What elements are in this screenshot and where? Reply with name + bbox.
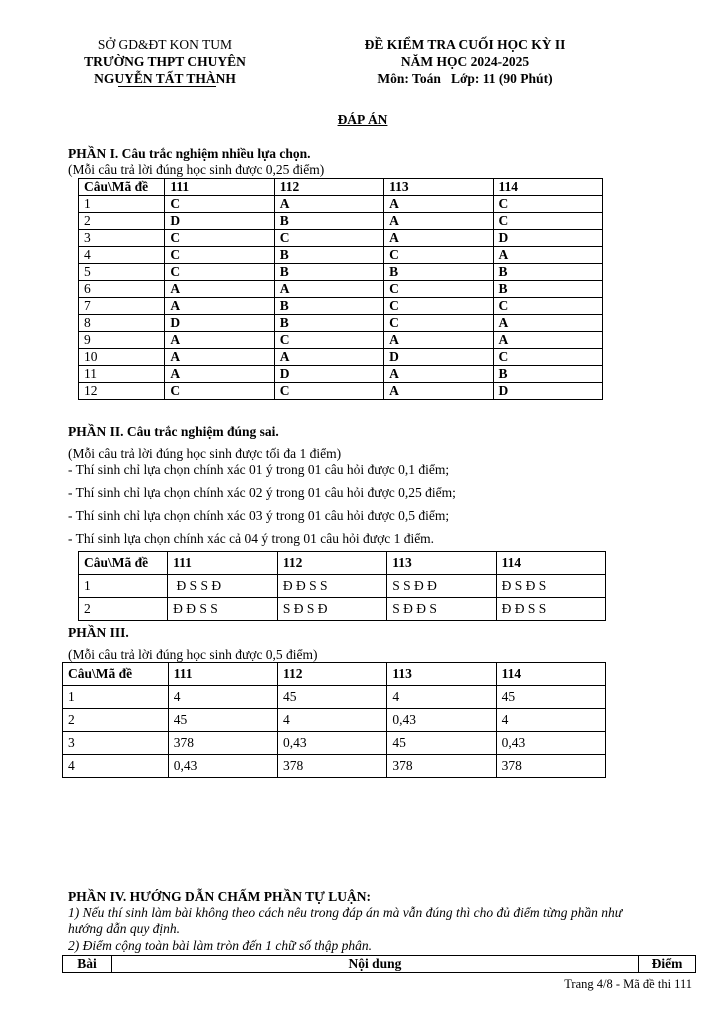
answer-cell: C xyxy=(493,213,602,230)
part3-answer-table xyxy=(62,662,606,778)
table-row xyxy=(63,709,606,732)
answer-cell: A xyxy=(384,196,493,213)
answer-cell: 0,43 xyxy=(496,732,605,755)
answer-cell: D xyxy=(274,366,383,383)
answer-cell: B xyxy=(274,315,383,332)
answer-cell: B xyxy=(493,264,602,281)
column-header: Điểm xyxy=(639,956,696,973)
answer-cell: D xyxy=(165,213,274,230)
answer-cell: S Đ S Đ xyxy=(277,598,386,621)
column-header: Câu\Mã đề xyxy=(79,179,165,196)
part4-note: 2) Điểm cộng toàn bài làm tròn đến 1 chữ số thập phân. xyxy=(68,938,372,953)
answer-cell: B xyxy=(493,366,602,383)
answer-cell: C xyxy=(384,281,493,298)
column-header: 114 xyxy=(496,552,605,575)
answer-cell: Đ Đ S S xyxy=(496,598,605,621)
column-header: 112 xyxy=(278,663,387,686)
answer-cell: A xyxy=(384,213,493,230)
question-number: 1 xyxy=(63,686,169,709)
answer-cell: C xyxy=(165,383,274,400)
answer-cell: Đ Đ S S xyxy=(277,575,386,598)
answer-cell: D xyxy=(493,383,602,400)
answer-cell: Đ S S Đ xyxy=(168,575,278,598)
answer-cell: 4 xyxy=(387,686,496,709)
question-number: 1 xyxy=(79,575,168,598)
answer-cell: 378 xyxy=(168,732,277,755)
school-name-line2: NGUYỄN TẤT THÀNH xyxy=(94,71,236,86)
answer-cell: A xyxy=(165,298,274,315)
table-header-row xyxy=(63,956,696,973)
question-number: 3 xyxy=(63,732,169,755)
answer-cell: A xyxy=(493,315,602,332)
column-header: Bài xyxy=(63,956,112,973)
answer-cell: C xyxy=(274,230,383,247)
question-number: 4 xyxy=(79,247,165,264)
answer-cell: Đ Đ S S xyxy=(168,598,278,621)
answer-cell: B xyxy=(493,281,602,298)
school-year: NĂM HỌC 2024-2025 xyxy=(400,54,530,69)
part2-answer-table xyxy=(78,551,606,621)
part1-answer-table xyxy=(78,178,603,400)
table-row xyxy=(79,213,603,230)
part2-rule: - Thí sinh chỉ lựa chọn chính xác 01 ý trong 01 câu hỏi được 0,1 điểm; xyxy=(68,462,450,477)
table-row xyxy=(79,230,603,247)
answer-cell: 45 xyxy=(168,709,277,732)
column-header: 113 xyxy=(384,179,493,196)
answer-cell: B xyxy=(274,298,383,315)
header-divider xyxy=(118,86,216,87)
table-row xyxy=(79,298,603,315)
answer-cell: C xyxy=(274,332,383,349)
answer-cell: 45 xyxy=(278,686,387,709)
question-number: 2 xyxy=(79,213,165,230)
answer-cell: A xyxy=(493,332,602,349)
table-row xyxy=(79,247,603,264)
part2-rule: - Thí sinh chỉ lựa chọn chính xác 03 ý trong 01 câu hỏi được 0,5 điểm; xyxy=(68,508,450,523)
department-name: SỞ GD&ĐT KON TUM xyxy=(97,37,233,52)
answer-cell: C xyxy=(493,349,602,366)
answer-cell: S Đ Đ S xyxy=(387,598,496,621)
question-number: 10 xyxy=(79,349,165,366)
part2-note: (Mỗi câu trả lời đúng học sinh được tối đa 1 điểm) xyxy=(68,446,342,461)
question-number: 6 xyxy=(79,281,165,298)
answer-cell: A xyxy=(165,349,274,366)
answer-cell: A xyxy=(165,366,274,383)
subject-grade: Môn: Toán Lớp: 11 (90 Phút) xyxy=(377,71,553,86)
column-header: 113 xyxy=(387,663,496,686)
question-number: 8 xyxy=(79,315,165,332)
table-row xyxy=(79,598,606,621)
part3-heading: PHẦN III. xyxy=(68,625,129,640)
column-header: Nội dung xyxy=(111,956,638,973)
answer-cell: C xyxy=(165,230,274,247)
table-row xyxy=(63,732,606,755)
table-header-row xyxy=(79,179,603,196)
column-header: 113 xyxy=(387,552,496,575)
table-header-row xyxy=(63,663,606,686)
column-header: 112 xyxy=(277,552,386,575)
answer-cell: 378 xyxy=(496,755,605,778)
answer-cell: B xyxy=(274,213,383,230)
answer-cell: A xyxy=(274,281,383,298)
question-number: 1 xyxy=(79,196,165,213)
exam-header xyxy=(340,36,590,87)
answer-cell: A xyxy=(384,383,493,400)
answer-cell: 45 xyxy=(496,686,605,709)
table-row xyxy=(79,196,603,213)
answer-cell: A xyxy=(165,281,274,298)
column-header: 112 xyxy=(274,179,383,196)
question-number: 3 xyxy=(79,230,165,247)
table-row xyxy=(79,315,603,332)
answer-cell: 4 xyxy=(168,686,277,709)
answer-cell: B xyxy=(274,264,383,281)
column-header: 111 xyxy=(168,663,277,686)
answer-cell: D xyxy=(493,230,602,247)
answer-cell: 0,43 xyxy=(387,709,496,732)
answer-cell: 0,43 xyxy=(168,755,277,778)
answer-cell: 0,43 xyxy=(278,732,387,755)
part3-note: (Mỗi câu trả lời đúng học sinh được 0,5 điểm) xyxy=(68,647,318,662)
answer-cell: C xyxy=(384,298,493,315)
answer-cell: A xyxy=(384,230,493,247)
exam-title: ĐỀ KIỂM TRA CUỐI HỌC KỲ II xyxy=(364,37,566,52)
answer-cell: C xyxy=(165,264,274,281)
question-number: 2 xyxy=(79,598,168,621)
table-row xyxy=(63,686,606,709)
answer-cell: A xyxy=(274,349,383,366)
answer-cell: 378 xyxy=(387,755,496,778)
part2-rule: - Thí sinh lựa chọn chính xác cả 04 ý trong 01 câu hỏi được 1 điểm. xyxy=(68,531,435,546)
answer-cell: S S Đ Đ xyxy=(387,575,496,598)
part4-note: hướng dẫn quy định. xyxy=(68,921,181,936)
answer-cell: 378 xyxy=(278,755,387,778)
part1-heading: PHẦN I. Câu trắc nghiệm nhiều lựa chọn. xyxy=(68,146,311,161)
answer-cell: 4 xyxy=(278,709,387,732)
question-number: 4 xyxy=(63,755,169,778)
column-header: 111 xyxy=(165,179,274,196)
answer-cell: C xyxy=(165,196,274,213)
table-row xyxy=(79,383,603,400)
answer-cell: 45 xyxy=(387,732,496,755)
table-row xyxy=(79,332,603,349)
answer-cell: A xyxy=(493,247,602,264)
answer-cell: C xyxy=(165,247,274,264)
answer-cell: D xyxy=(384,349,493,366)
column-header: 114 xyxy=(496,663,605,686)
answer-cell: A xyxy=(384,366,493,383)
answer-cell: A xyxy=(384,332,493,349)
question-number: 12 xyxy=(79,383,165,400)
question-number: 9 xyxy=(79,332,165,349)
column-header: 114 xyxy=(493,179,602,196)
answer-cell: A xyxy=(165,332,274,349)
school-header xyxy=(60,36,270,87)
table-row xyxy=(79,366,603,383)
question-number: 2 xyxy=(63,709,169,732)
question-number: 7 xyxy=(79,298,165,315)
table-row xyxy=(79,281,603,298)
part4-grading-table xyxy=(62,955,696,973)
question-number: 5 xyxy=(79,264,165,281)
part1-note: (Mỗi câu trả lời đúng học sinh được 0,25 điểm) xyxy=(68,162,325,177)
part2-heading: PHẦN II. Câu trắc nghiệm đúng sai. xyxy=(68,424,279,439)
part4-note: 1) Nếu thí sinh làm bài không theo cách nêu trong đáp án mà vẫn đúng thì cho đủ điểm từng phần như xyxy=(68,905,623,920)
part2-rule: - Thí sinh chỉ lựa chọn chính xác 02 ý trong 01 câu hỏi được 0,25 điểm; xyxy=(68,485,456,500)
part4-heading: PHẦN IV. HƯỚNG DẪN CHẤM PHẦN TỰ LUẬN: xyxy=(68,889,371,904)
school-name-line1: TRƯỜNG THPT CHUYÊN xyxy=(84,54,246,69)
answer-cell: B xyxy=(384,264,493,281)
answer-cell: D xyxy=(165,315,274,332)
answer-cell: B xyxy=(274,247,383,264)
table-row xyxy=(63,755,606,778)
table-row xyxy=(79,349,603,366)
answer-cell: Đ S Đ S xyxy=(496,575,605,598)
answer-cell: A xyxy=(274,196,383,213)
table-row xyxy=(79,575,606,598)
column-header: Câu\Mã đề xyxy=(79,552,168,575)
answer-cell: 4 xyxy=(496,709,605,732)
column-header: 111 xyxy=(168,552,278,575)
question-number: 11 xyxy=(79,366,165,383)
answer-cell: C xyxy=(274,383,383,400)
column-header: Câu\Mã đề xyxy=(63,663,169,686)
table-row xyxy=(79,264,603,281)
page-title: ĐÁP ÁN xyxy=(337,112,388,127)
answer-cell: C xyxy=(493,196,602,213)
answer-cell: C xyxy=(493,298,602,315)
answer-cell: C xyxy=(384,247,493,264)
table-header-row xyxy=(79,552,606,575)
answer-cell: C xyxy=(384,315,493,332)
page-footer: Trang 4/8 - Mã đề thi 111 xyxy=(564,977,692,991)
